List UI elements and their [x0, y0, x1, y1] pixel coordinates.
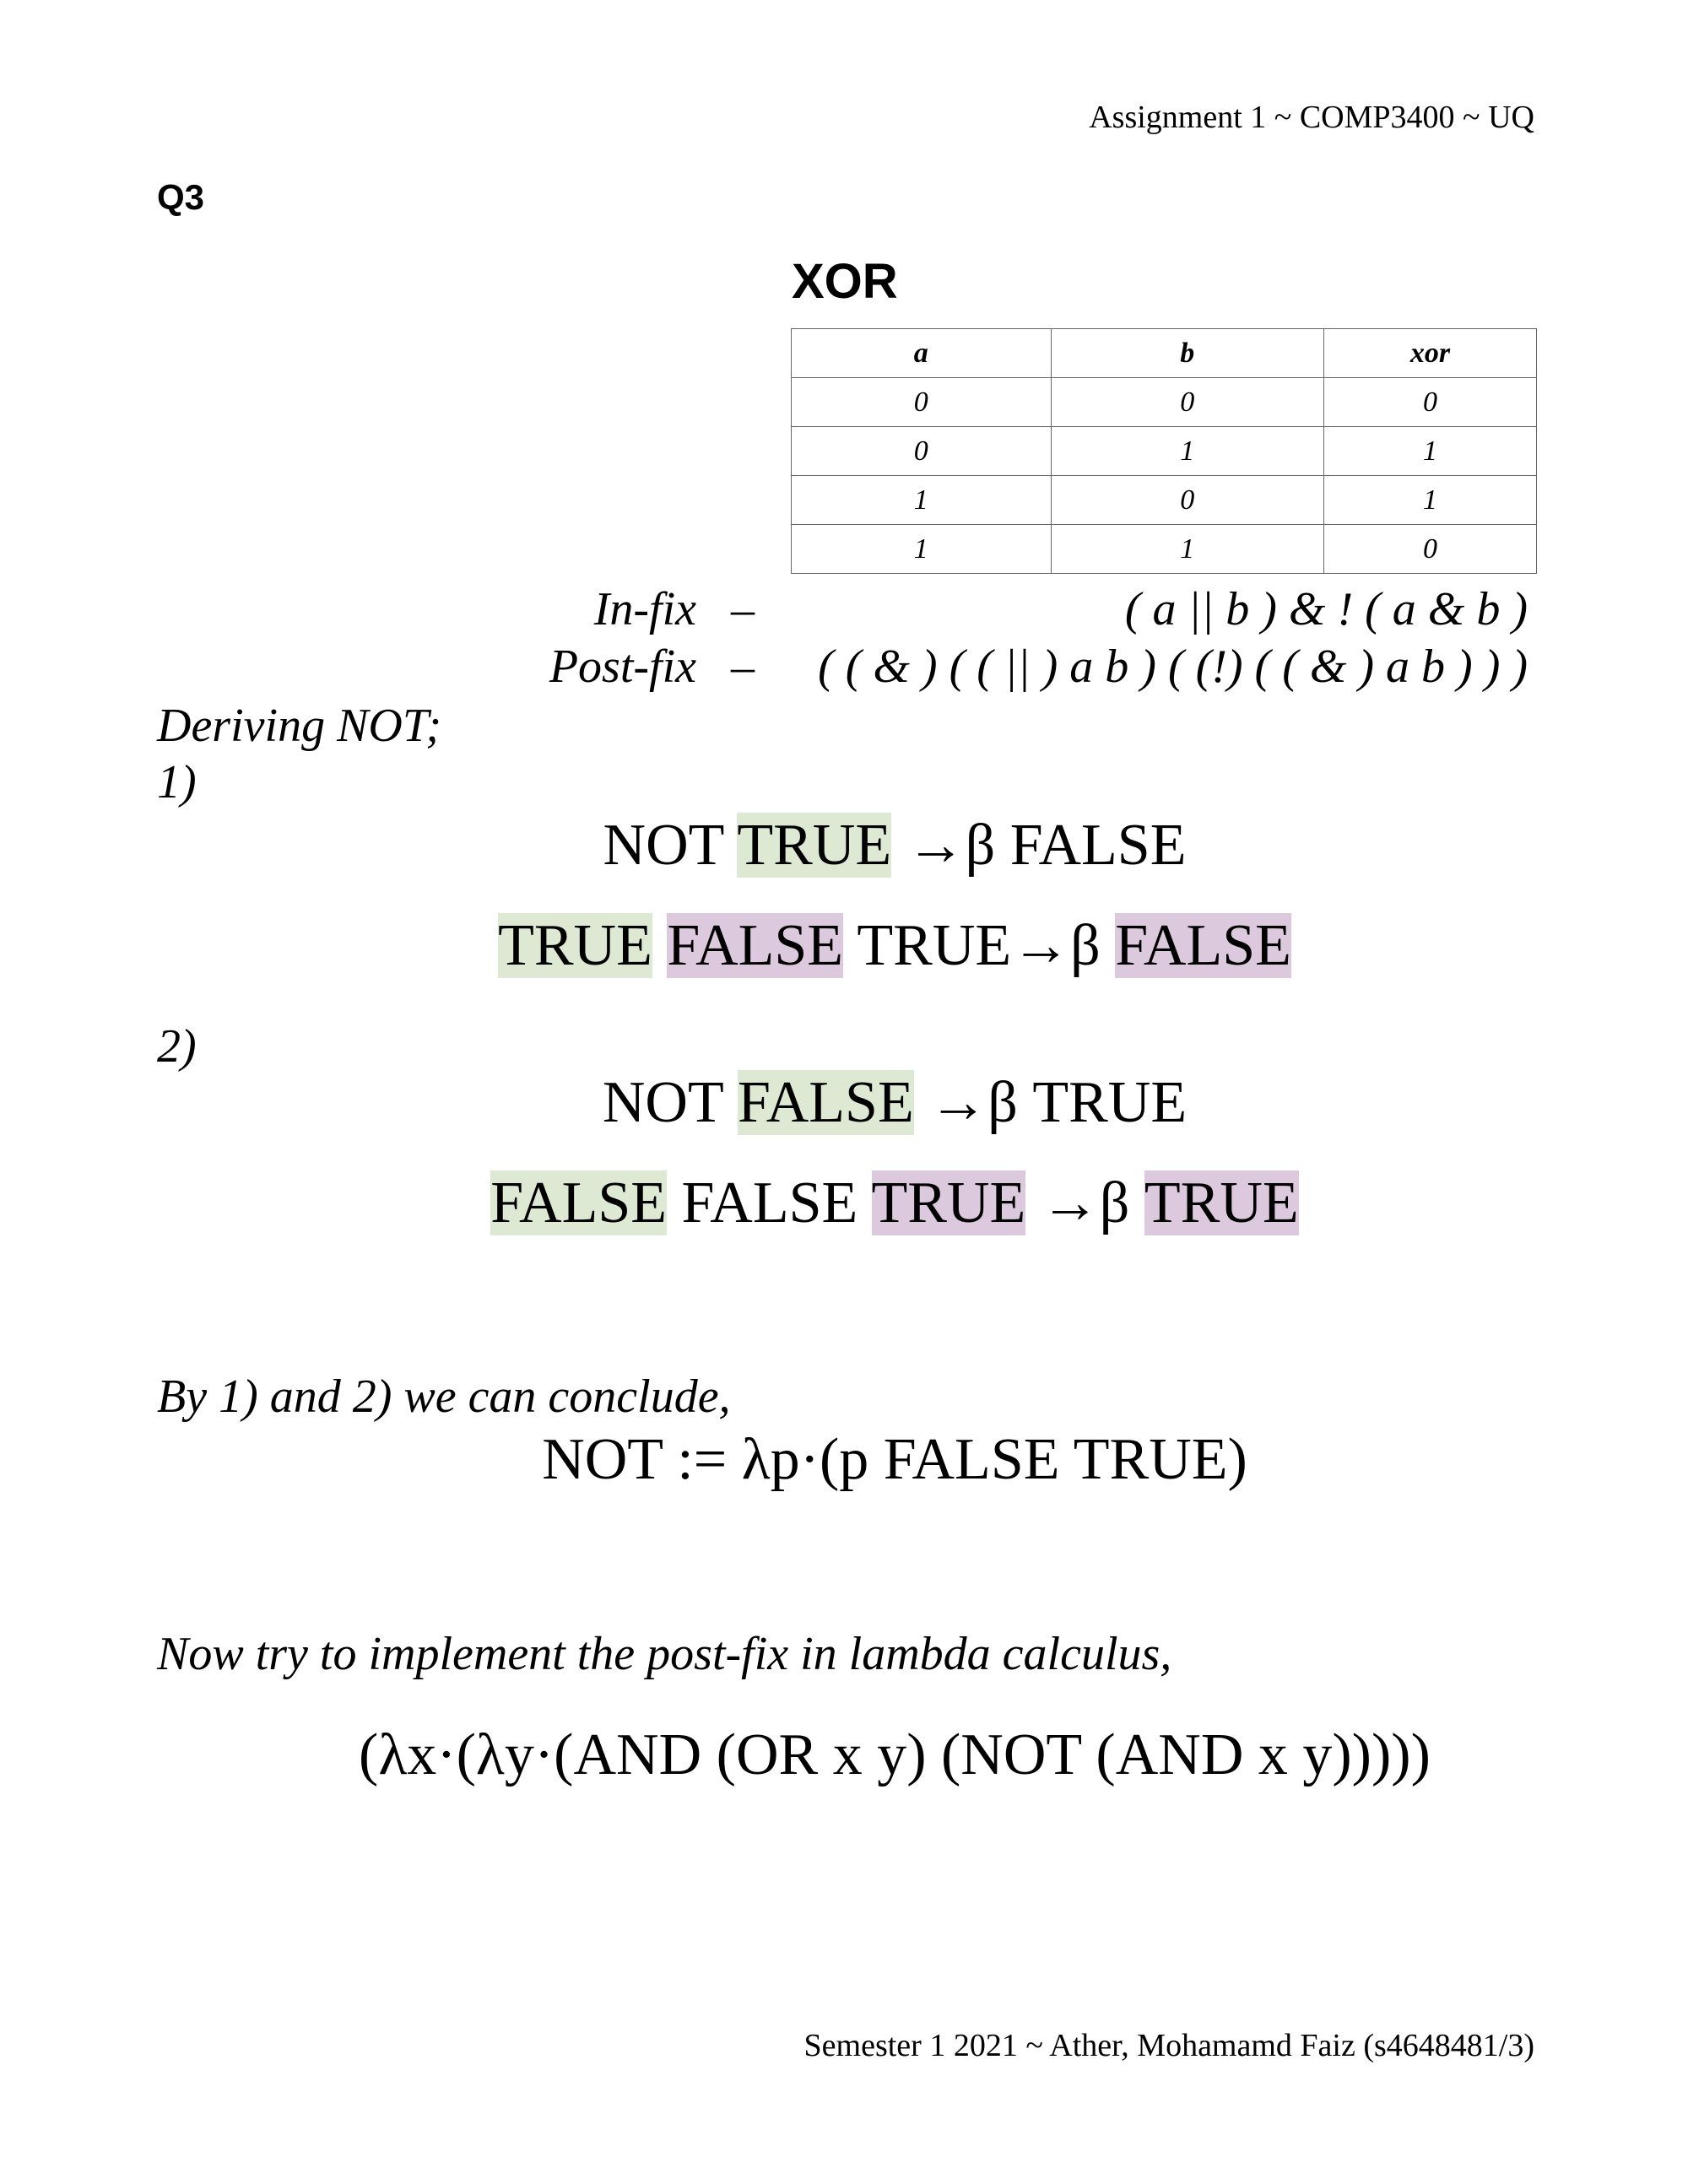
table-cell: 1 [792, 476, 1052, 525]
highlight-green: TRUE [737, 813, 892, 878]
text-segment [652, 913, 668, 978]
postfix-expression: ( ( & ) ( ( || ) a b ) ( (!) ( ( & ) a b ) ) ) [818, 641, 1528, 693]
header-b: b [1051, 329, 1323, 378]
lambda-expression: (λx·(λy·(AND (OR x y) (NOT (AND x y))))) [359, 1722, 1431, 1787]
table-header-row [792, 329, 1537, 378]
text-segment: TRUE→β [843, 913, 1116, 978]
table-cell: 0 [792, 378, 1052, 427]
step1-line1 [0, 812, 1688, 879]
infix-dash: – [731, 583, 755, 635]
table-cell: 1 [1051, 427, 1323, 476]
highlight-purple: FALSE [1115, 913, 1291, 978]
table-row [792, 476, 1537, 525]
text-segment: FALSE [667, 1170, 872, 1235]
highlight-green: FALSE [490, 1170, 668, 1235]
table-cell: 1 [1324, 476, 1537, 525]
text-segment: NOT [602, 1070, 738, 1135]
step1-line2 [0, 912, 1688, 980]
postfix-label: Post-fix [549, 641, 696, 693]
text-segment: →β FALSE [891, 813, 1187, 878]
table-cell: 0 [792, 427, 1052, 476]
table-title: XOR [792, 254, 898, 309]
table-cell: 1 [792, 525, 1052, 574]
deriving-heading: Deriving NOT; [157, 700, 442, 752]
highlight-green: TRUE [498, 913, 652, 978]
infix-expression: ( a || b ) & ! ( a & b ) [1124, 583, 1528, 635]
highlight-green: FALSE [737, 1070, 914, 1135]
highlight-purple: TRUE [1144, 1170, 1299, 1235]
infix-label: In-fix [593, 583, 696, 635]
not-definition: NOT := λp·(p FALSE TRUE) [542, 1427, 1247, 1492]
highlight-purple: TRUE [871, 1170, 1026, 1235]
header-a: a [792, 329, 1052, 378]
table-cell: 1 [1324, 427, 1537, 476]
conclusion-text: By 1) and 2) we can conclude, [157, 1370, 731, 1423]
highlight-purple: FALSE [667, 913, 844, 978]
text-segment: →β [1025, 1170, 1144, 1235]
postfix-dash: – [731, 641, 755, 693]
step2-line1 [0, 1069, 1688, 1137]
step2-label: 2) [157, 1020, 197, 1073]
step2-line2 [0, 1170, 1688, 1237]
table-row [792, 427, 1537, 476]
table-cell: 1 [1051, 525, 1323, 574]
xor-truth-table [791, 328, 1537, 574]
text-segment: →β TRUE [913, 1070, 1188, 1135]
table-cell: 0 [1051, 378, 1323, 427]
table-row [792, 525, 1537, 574]
step1-label: 1) [157, 756, 197, 808]
instruction-text: Now try to implement the post-fix in lambda calculus, [157, 1628, 1172, 1680]
table-row [792, 378, 1537, 427]
text-segment: NOT [603, 813, 738, 878]
table-cell: 0 [1051, 476, 1323, 525]
page-header: Assignment 1 ~ COMP3400 ~ UQ [1089, 100, 1534, 135]
header-xor: xor [1324, 329, 1537, 378]
table-cell: 0 [1324, 378, 1537, 427]
table-cell: 0 [1324, 525, 1537, 574]
page-footer: Semester 1 2021 ~ Ather, Mohamamd Faiz (s4648481/3) [803, 2028, 1534, 2063]
question-label: Q3 [157, 177, 205, 217]
